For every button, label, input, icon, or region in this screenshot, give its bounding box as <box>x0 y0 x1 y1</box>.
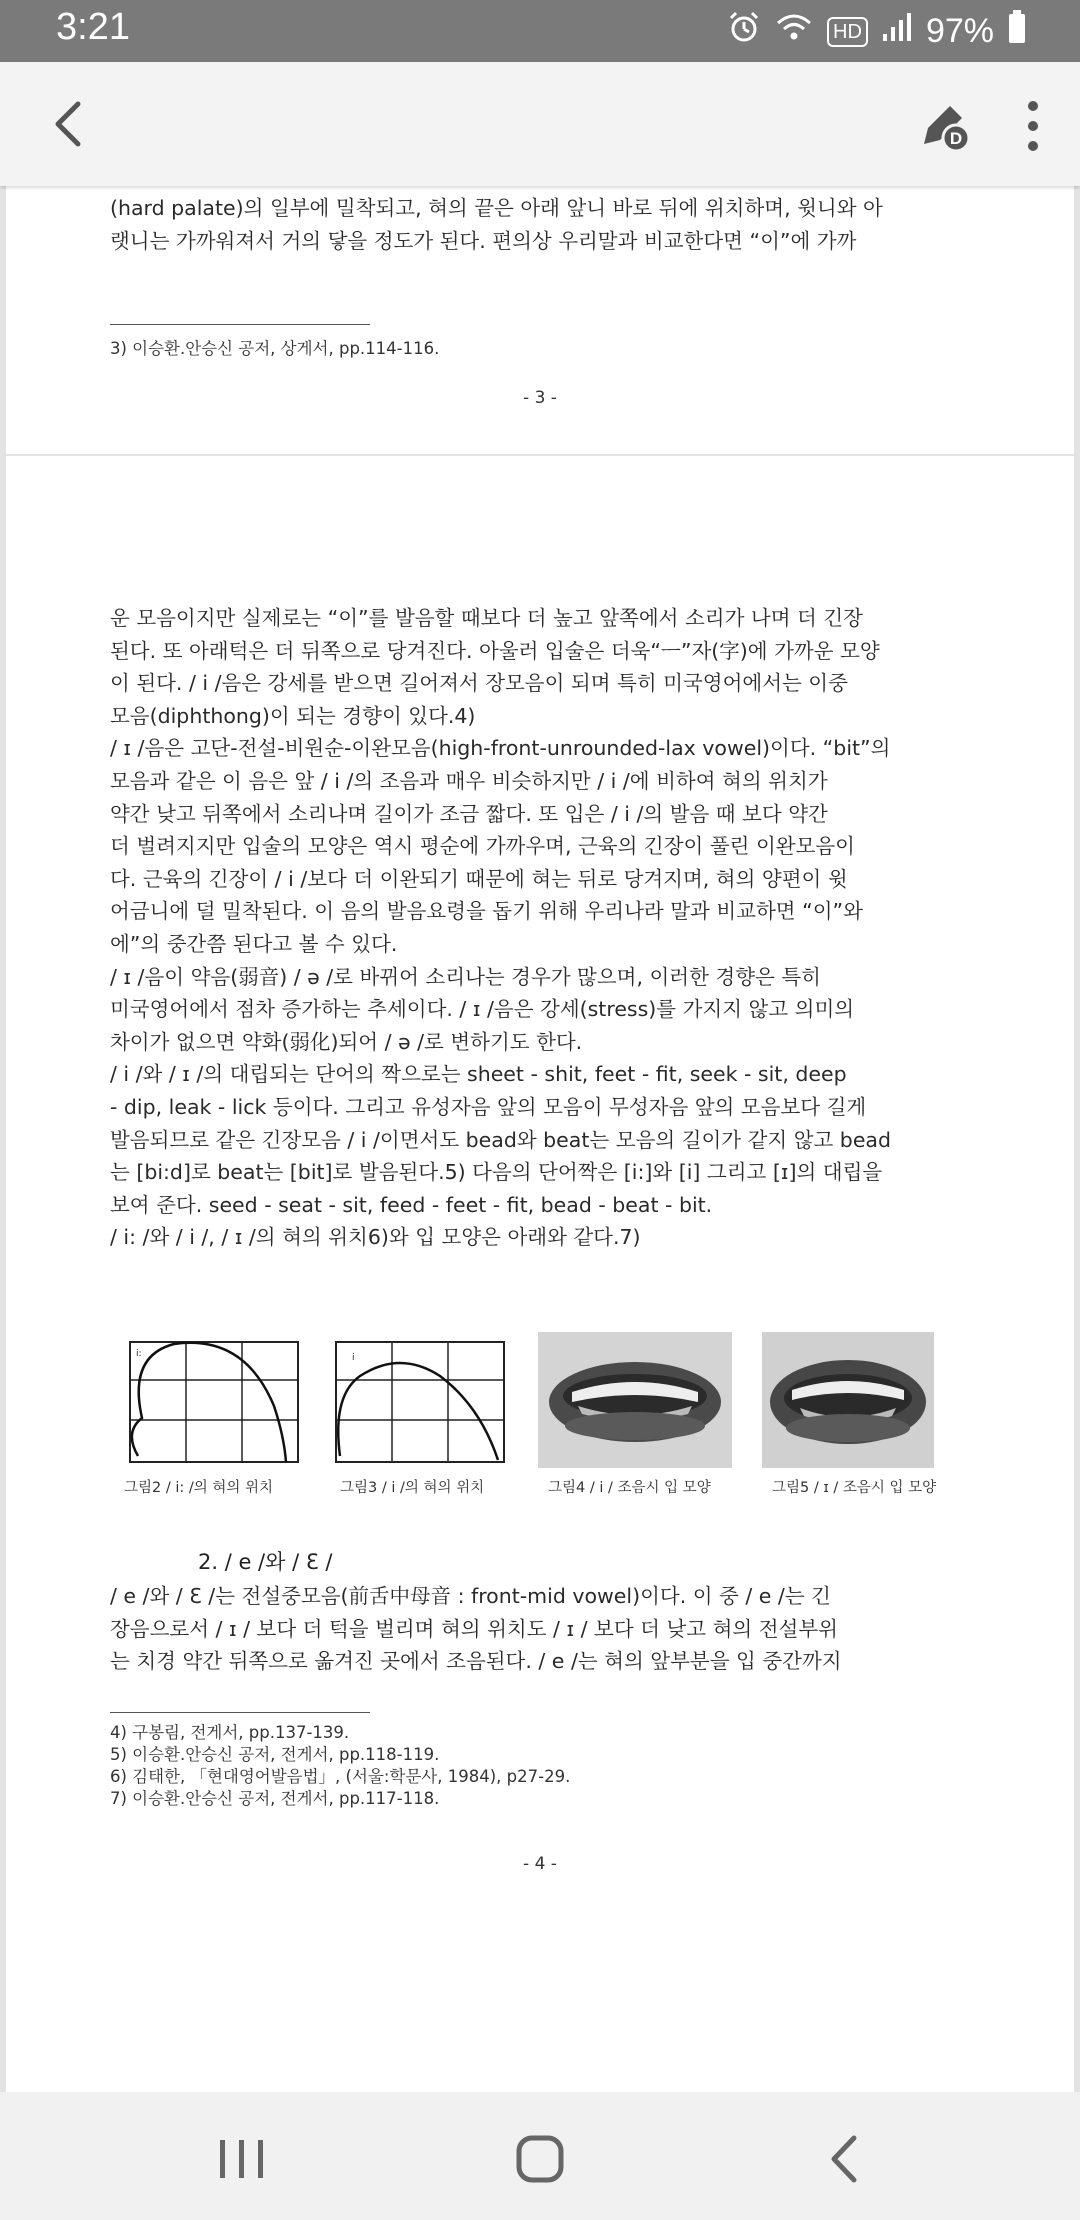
page3-cut-line: (hard palate)의 일부에 밀착되고, 혀의 끝은 아래 앞니 바로 뒤에 위치하며, 윗니와 아 <box>110 196 883 220</box>
body-line: 어금니에 덜 밀착된다. 이 음의 발음요령을 돕기 위해 우리나라 말과 비교하면 “이”와 <box>110 899 863 924</box>
body-line: 발음되므로 같은 긴장모음 / i /이면서도 bead와 beat는 모음의 길이가 같지 않고 bead <box>110 1127 892 1152</box>
footnote: 7) 이승환.안승신 공저, 전게서, pp.117-118. <box>110 1789 440 1808</box>
page4-body <box>110 602 978 1254</box>
recents-icon <box>212 2136 272 2182</box>
status-bar <box>0 0 1080 62</box>
page3-text <box>110 198 978 257</box>
back-icon <box>820 2132 870 2186</box>
body-line: 모음(diphthong)이 되는 경향이 있다.4) <box>110 703 476 728</box>
body-line: 더 벌려지지만 입술의 모양은 역시 평순에 가까우며, 근육의 긴장이 풀린 이완모음이 <box>110 834 855 859</box>
more-vert-icon <box>1008 98 1058 154</box>
app-bar <box>0 62 1080 186</box>
navigation-bar <box>0 2092 1080 2220</box>
figure-tongue-i-long <box>124 1336 304 1468</box>
signal-icon <box>882 12 912 51</box>
mouth-photo <box>538 1332 732 1468</box>
status-time: 3:21 <box>56 6 130 48</box>
document-page-3 <box>6 186 1074 454</box>
tongue-diagram <box>124 1336 304 1468</box>
body-line: 미국영어에서 점차 증가하는 추세이다. / ɪ /음은 강세(stress)를 가지지 않고 의미의 <box>110 997 855 1022</box>
page-number-4: - 4 - <box>523 1854 557 1874</box>
pen-button[interactable] <box>912 92 976 156</box>
figure-label: i: <box>136 1349 142 1359</box>
wifi-icon <box>775 11 813 52</box>
figure-label: i <box>352 1353 355 1363</box>
recents-button[interactable] <box>212 2136 272 2182</box>
back-button[interactable] <box>40 94 100 154</box>
home-button[interactable] <box>514 2134 566 2184</box>
body-line: 에”의 중간쯤 된다고 볼 수 있다. <box>110 931 398 956</box>
figure-caption: 그림4 / i / 조음시 입 모양 <box>548 1480 711 1496</box>
chevron-left-icon <box>40 94 100 154</box>
body-line: 모음과 같은 이 음은 앞 / i /의 조음과 매우 비슷하지만 / i /에 비하여 혀의 위치가 <box>110 768 828 793</box>
tongue-diagram <box>330 1336 510 1468</box>
body-line: / i: /와 / i /, / ɪ /의 혀의 위치6)와 입 모양은 아래와 같다.7) <box>110 1225 641 1250</box>
footnote-rule <box>110 324 370 325</box>
body-line: / i /와 / ɪ /의 대립되는 단어의 짝으로는 sheet - shit, feet - fit, seek - sit, deep <box>110 1062 847 1087</box>
footnote: 5) 이승환.안승신 공저, 전게서, pp.118-119. <box>110 1745 440 1764</box>
hd-icon: HD <box>827 17 868 47</box>
alarm-icon <box>727 10 761 53</box>
more-options-button[interactable] <box>1008 98 1058 154</box>
document-page-4 <box>6 456 1074 2092</box>
body-line: / ɪ /음은 고단-전설-비원순-이완모음(high-front-unrounded-lax vowel)이다. “bit”의 <box>110 736 891 761</box>
page-number-3: - 3 - <box>523 388 557 408</box>
pen-d-icon <box>912 92 976 156</box>
body-line: / ɪ /음이 약음(弱音) / ə /로 바뀌어 소리나는 경우가 많으며, 이러한 경향은 특히 <box>110 964 821 989</box>
home-icon <box>514 2134 566 2184</box>
body-line: 다. 근육의 긴장이 / i /보다 더 이완되기 때문에 혀는 뒤로 당겨지며, 혀의 양편이 윗 <box>110 866 848 891</box>
figure-caption: 그림2 / i: /의 혀의 위치 <box>124 1480 274 1496</box>
battery-percent: 97% <box>925 12 994 50</box>
body-line: 이 된다. / i /음은 강세를 받으면 길어져서 장모음이 되며 특히 미국영어에서는 이중 <box>110 671 848 696</box>
page4-footnotes <box>110 1722 570 1810</box>
body-line: 는 치경 약간 뒤쪽으로 옮겨진 곳에서 조음된다. / e /는 혀의 앞부분을 입 중간까지 <box>110 1649 842 1674</box>
document-page-5 <box>6 1970 1074 2092</box>
body-line: 약간 낮고 뒤쪽에서 소리나며 길이가 조금 짧다. 또 입은 / i /의 발음 때 보다 약간 <box>110 801 828 826</box>
footnote-rule <box>110 1712 370 1713</box>
page4-body-after <box>110 1580 978 1678</box>
section-heading: 2. / e /와 / Ɛ / <box>198 1550 333 1574</box>
body-line: 는 [bi:d]로 beat는 [bit]로 발음된다.5) 다음의 단어짝은 [i:]와 [i] 그리고 [ɪ]의 대립을 <box>110 1160 883 1185</box>
body-line: 된다. 또 아래턱은 더 뒤쪽으로 당겨진다. 아울러 입술은 더욱“ㅡ”자(字)에 가까운 모양 <box>110 638 880 663</box>
footnote: 6) 김태한, 「현대영어발음법」, (서울:학문사, 1984), p27-29. <box>110 1767 571 1786</box>
figure-caption: 그림3 / i /의 혀의 위치 <box>340 1480 485 1496</box>
body-line: 장음으로서 / ɪ / 보다 더 턱을 벌리며 혀의 위치도 / ɪ / 보다 더 낮고 혀의 전설부위 <box>110 1616 838 1641</box>
figure-mouth-lax-i <box>762 1332 934 1468</box>
document-viewer[interactable] <box>0 186 1080 2092</box>
figure-tongue-i <box>330 1336 510 1468</box>
page3-last-line: 랫니는 가까워져서 거의 닿을 정도가 된다. 편의상 우리말과 비교한다면 “이”에 가까 <box>110 228 857 253</box>
body-line: 차이가 없으면 약화(弱化)되어 / ə /로 변하기도 한다. <box>110 1029 583 1054</box>
page3-footnote: 3) 이승환.안승신 공저, 상게서, pp.114-116. <box>110 339 440 358</box>
body-line: 보여 준다. seed - seat - sit, feed - feet - fit, bead - beat - bit. <box>110 1192 713 1217</box>
body-line: - dip, leak - lick 등이다. 그리고 유성자음 앞의 모음이 무성자음 앞의 모음보다 길게 <box>110 1094 867 1119</box>
figure-caption: 그림5 / ɪ / 조음시 입 모양 <box>772 1480 937 1496</box>
figure-mouth-i <box>538 1332 732 1468</box>
pen-badge: D <box>949 129 963 148</box>
footnote: 4) 구봉림, 전게서, pp.137-139. <box>110 1723 350 1742</box>
nav-back-button[interactable] <box>820 2132 870 2186</box>
mouth-photo <box>762 1332 934 1468</box>
battery-icon <box>1008 10 1026 53</box>
body-line: 운 모음이지만 실제로는 “이”를 발음할 때보다 더 높고 앞쪽에서 소리가 나며 더 긴장 <box>110 606 863 630</box>
body-line: / e /와 / Ɛ /는 전설중모음(前舌中母音 : front-mid vowel)이다. 이 중 / e /는 긴 <box>110 1584 831 1608</box>
